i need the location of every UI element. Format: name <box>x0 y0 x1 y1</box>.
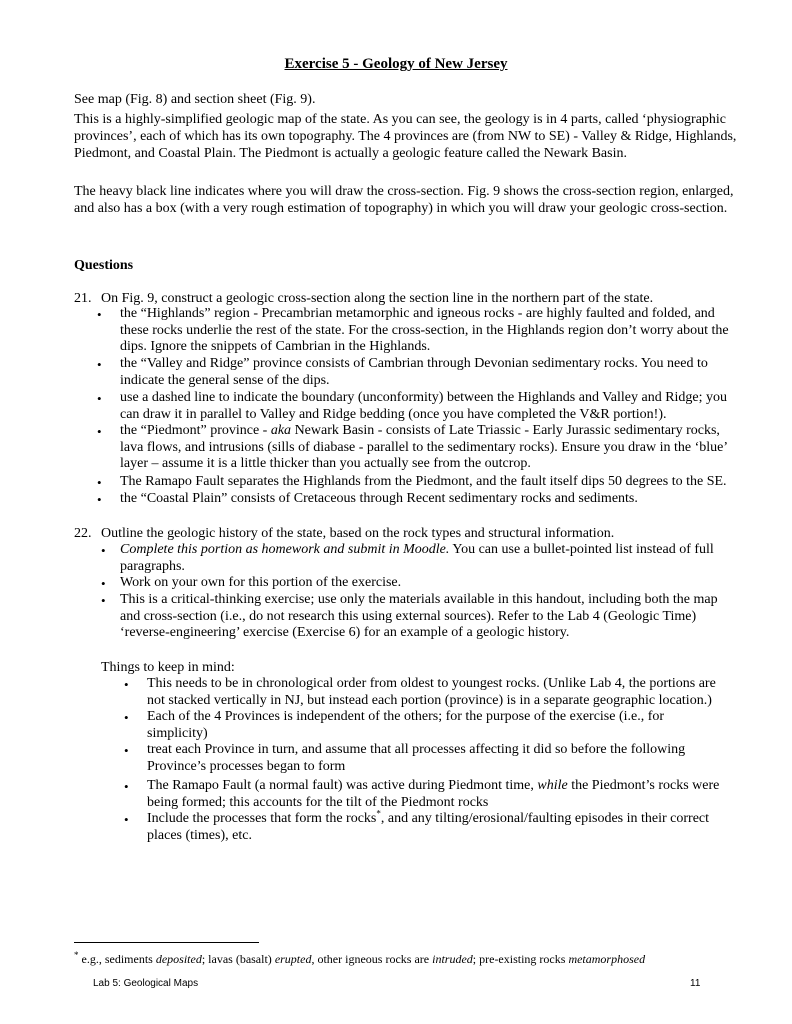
bullet-icon: • <box>124 743 129 758</box>
bullet-icon: • <box>124 779 129 794</box>
bullet-icon: • <box>97 424 102 439</box>
intro-paragraph-2: This is a highly-simplified geologic map of the state. As you can see, the geology is in 4 parts, called ‘physiographic provinces’, each of which has its own topography. The 4 provinces are (from NW to SE) - Valley & Ridge, Highlands, Piedmont, and Coastal Plain. The Piedmont is actually a geologic feature called the Newark Basin. <box>74 112 737 161</box>
bullet-icon: • <box>124 677 129 692</box>
footnote: * e.g., sediments deposited; lavas (basalt) erupted, other igneous rocks are intruded; pre-existing rocks metamorphosed <box>74 950 646 966</box>
page-number: 11 <box>690 978 701 989</box>
intro-paragraph-1: See map (Fig. 8) and section sheet (Fig. 9). <box>74 92 316 107</box>
intro-paragraph-3: The heavy black line indicates where you will draw the cross-section. Fig. 9 shows the cross-section region, enlarged, and also has a box (with a very rough estimation of topography) in which you will draw your geologic cross-section. <box>74 184 734 216</box>
things-to-keep-in-mind-heading: Things to keep in mind: <box>101 660 235 675</box>
page-title: Exercise 5 - Geology of New Jersey <box>284 56 508 72</box>
things-item-independent: Each of the 4 Provinces is independent of the others; for the purpose of the exercise (i.e., for simplicity) <box>147 709 665 741</box>
footer-lab-title: Lab 5: Geological Maps <box>93 978 199 989</box>
bullet-icon: • <box>101 576 106 591</box>
q21-bullet-dashed-line: use a dashed line to indicate the boundary (unconformity) between the Highlands and Valley and Ridge; you can draw it in parallel to Valley and Ridge bedding (once you have completed the V&R portion!). <box>120 390 728 422</box>
things-item-each-province: treat each Province in turn, and assume that all processes affecting it did so before the following Province’s processes began to form <box>147 742 686 774</box>
q21-bullet-coastal-plain: the “Coastal Plain” consists of Cretaceous through Recent sedimentary rocks and sediments. <box>120 491 638 506</box>
bullet-icon: • <box>101 543 106 558</box>
questions-heading: Questions <box>74 258 134 273</box>
q21-bullet-ramapo-fault: The Ramapo Fault separates the Highlands from the Piedmont, and the fault itself dips 50 degrees to the SE. <box>120 474 727 489</box>
question-21-number: 21. <box>74 291 92 306</box>
q22-bullet-critical-thinking: This is a critical-thinking exercise; use only the materials available in this handout, including both the map and cross-section (i.e., do not research this using external sources). Refer to the Lab 4 (Geologic Time) ‘reverse-engineering’ exercise (Exercise 6) for an example of a geologic history. <box>120 592 718 641</box>
footnote-divider <box>74 942 259 943</box>
bullet-icon: • <box>97 475 102 490</box>
q21-bullet-piedmont: the “Piedmont” province - aka Newark Basin - consists of Late Triassic - Early Jurassic sedimentary rocks, lava flows, and intrusions (sills of diabase - parallel to the sedimentary rocks). Ensure you draw in the ‘blue’ layer – assume it is a little thicker than you actually see from the outcrop. <box>120 423 728 472</box>
q21-bullet-valley-ridge: the “Valley and Ridge” province consists of Cambrian through Devonian sedimentary rocks. You need to indicate the general sense of the dips. <box>120 356 708 388</box>
q22-bullet-homework: Complete this portion as homework and submit in Moodle. You can use a bullet-pointed list instead of full paragraphs. <box>120 542 714 574</box>
question-21-text: On Fig. 9, construct a geologic cross-section along the section line in the northern part of the state. <box>101 291 654 306</box>
bullet-icon: • <box>97 391 102 406</box>
bullet-icon: • <box>97 307 102 322</box>
bullet-icon: • <box>101 593 106 608</box>
bullet-icon: • <box>124 710 129 725</box>
bullet-icon: • <box>97 492 102 507</box>
footnote-marker: * <box>376 808 381 819</box>
things-item-ramapo-fault: The Ramapo Fault (a normal fault) was active during Piedmont time, while the Piedmont’s rocks were being formed; this accounts for the tilt of the Piedmont rocks <box>147 778 720 810</box>
things-item-processes: Include the processes that form the rocks*, and any tilting/erosional/faulting episodes in their correct places (times), etc. <box>147 808 710 843</box>
bullet-icon: • <box>97 357 102 372</box>
question-22-number: 22. <box>74 526 92 541</box>
q22-bullet-own-work: Work on your own for this portion of the exercise. <box>120 575 402 590</box>
question-22-text: Outline the geologic history of the state, based on the rock types and structural information. <box>101 526 615 541</box>
things-item-chronological: This needs to be in chronological order from oldest to youngest rocks. (Unlike Lab 4, the portions are not stacked vertically in NJ, but instead each portion (province) is in a separate geographic location.) <box>147 676 716 708</box>
bullet-icon: • <box>124 812 129 827</box>
q21-bullet-highlands: the “Highlands” region - Precambrian metamorphic and igneous rocks - are highly faulted and folded, and these rocks underlie the rest of the state. For the cross-section, in the Highlands region don’t worry about the dips. Ignore the snippets of Cambrian in the Highlands. <box>120 306 729 355</box>
